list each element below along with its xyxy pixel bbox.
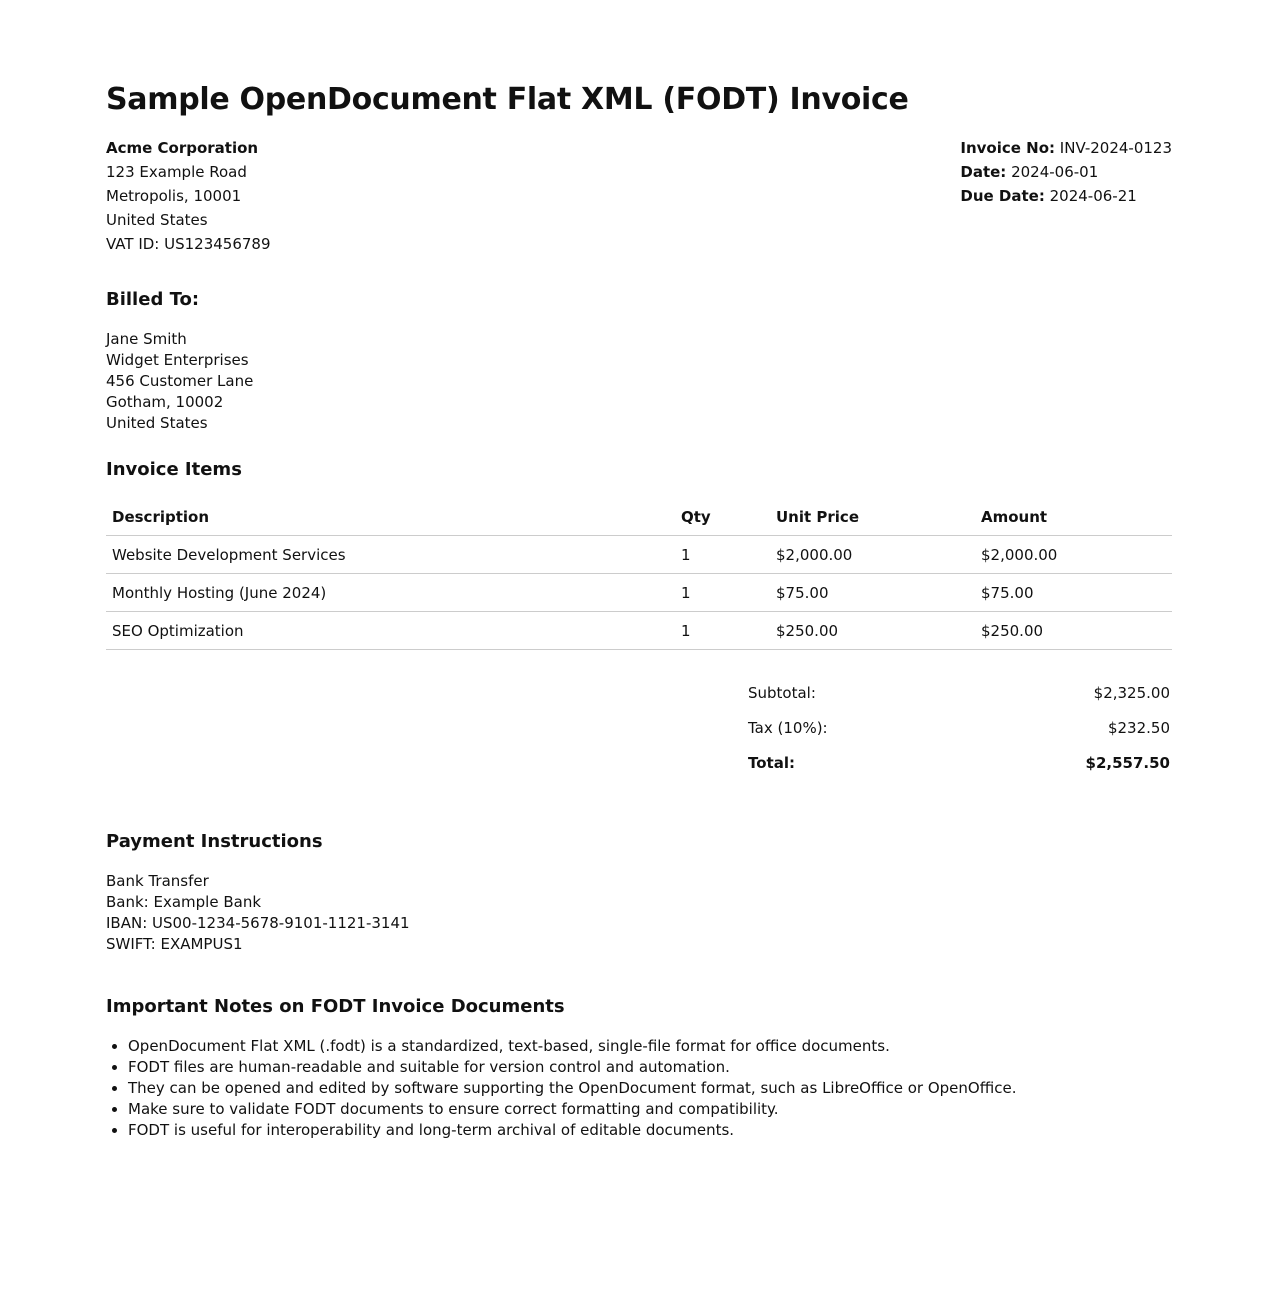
item-amount: $250.00	[975, 612, 1172, 650]
invoice-meta	[960, 136, 1172, 208]
item-description: Website Development Services	[106, 536, 675, 574]
item-qty: 1	[675, 536, 770, 574]
company-name: Acme Corporation	[106, 139, 259, 157]
table-row	[106, 574, 1172, 612]
invoice-items-table	[106, 498, 1172, 650]
item-amount: $75.00	[975, 574, 1172, 612]
list-item: • OpenDocument Flat XML (.fodt) is a standardized, text-based, single-file format for office documents.	[128, 1036, 1016, 1057]
subtotal-value: $2,325.00	[1093, 684, 1170, 702]
payment-heading: Payment Instructions	[106, 831, 323, 852]
client-company: Widget Enterprises	[106, 351, 249, 369]
company-address-line1: 123 Example Road	[106, 163, 247, 181]
total-label: Total:	[748, 754, 795, 772]
invoice-items-heading: Invoice Items	[106, 459, 242, 480]
payment-block	[106, 871, 410, 955]
list-item: • Make sure to validate FODT documents to ensure correct formatting and compatibility.	[128, 1099, 1016, 1120]
item-qty: 1	[675, 574, 770, 612]
page-title: Sample OpenDocument Flat XML (FODT) Invoice	[106, 82, 909, 117]
payment-method: Bank Transfer	[106, 872, 209, 890]
client-name: Jane Smith	[106, 330, 187, 348]
tax-row	[748, 711, 1172, 746]
column-header-unit-price: Unit Price	[770, 498, 975, 536]
table-row	[106, 536, 1172, 574]
client-address-line2: Gotham, 10002	[106, 393, 224, 411]
totals-block	[748, 676, 1172, 781]
tax-label: Tax (10%):	[748, 719, 828, 737]
subtotal-label: Subtotal:	[748, 684, 816, 702]
invoice-date-row	[960, 160, 1172, 184]
invoice-due-row	[960, 184, 1172, 208]
company-vat: VAT ID: US123456789	[106, 235, 271, 253]
column-header-description: Description	[106, 498, 675, 536]
tax-value: $232.50	[1107, 719, 1170, 737]
list-item: • They can be opened and edited by software supporting the OpenDocument format, such as LibreOffice or OpenOffice.	[128, 1078, 1016, 1099]
billed-to-block	[106, 329, 253, 434]
total-value: $2,557.50	[1085, 754, 1170, 772]
table-row	[106, 612, 1172, 650]
client-address-line1: 456 Customer Lane	[106, 372, 254, 390]
invoice-date-label: Date:	[960, 163, 1007, 181]
invoice-date: 2024-06-01	[1011, 163, 1099, 181]
item-unit-price: $250.00	[770, 612, 975, 650]
invoice-number-label: Invoice No:	[960, 139, 1056, 157]
invoice-due-label: Due Date:	[960, 187, 1045, 205]
notes-list	[106, 1036, 1016, 1141]
company-info	[106, 136, 271, 256]
invoice-due-date: 2024-06-21	[1049, 187, 1137, 205]
item-amount: $2,000.00	[975, 536, 1172, 574]
payment-bank: Bank: Example Bank	[106, 893, 262, 911]
item-unit-price: $75.00	[770, 574, 975, 612]
billed-to-heading: Billed To:	[106, 289, 200, 310]
company-address-line2: Metropolis, 10001	[106, 187, 242, 205]
company-country: United States	[106, 211, 208, 229]
payment-swift: SWIFT: EXAMPUS1	[106, 935, 243, 953]
payment-iban: IBAN: US00-1234-5678-9101-1121-3141	[106, 914, 410, 932]
item-description: Monthly Hosting (June 2024)	[106, 574, 675, 612]
list-item: • FODT files are human-readable and suitable for version control and automation.	[128, 1057, 1016, 1078]
item-unit-price: $2,000.00	[770, 536, 975, 574]
item-description: SEO Optimization	[106, 612, 675, 650]
invoice-number-row	[960, 136, 1172, 160]
list-item: • FODT is useful for interoperability and long-term archival of editable documents.	[128, 1120, 1016, 1141]
subtotal-row	[748, 676, 1172, 711]
invoice-number: INV-2024-0123	[1059, 139, 1172, 157]
client-country: United States	[106, 414, 208, 432]
total-row	[748, 746, 1172, 781]
notes-heading: Important Notes on FODT Invoice Documents	[106, 996, 565, 1017]
column-header-amount: Amount	[975, 498, 1172, 536]
column-header-qty: Qty	[675, 498, 770, 536]
table-header-row	[106, 498, 1172, 536]
item-qty: 1	[675, 612, 770, 650]
